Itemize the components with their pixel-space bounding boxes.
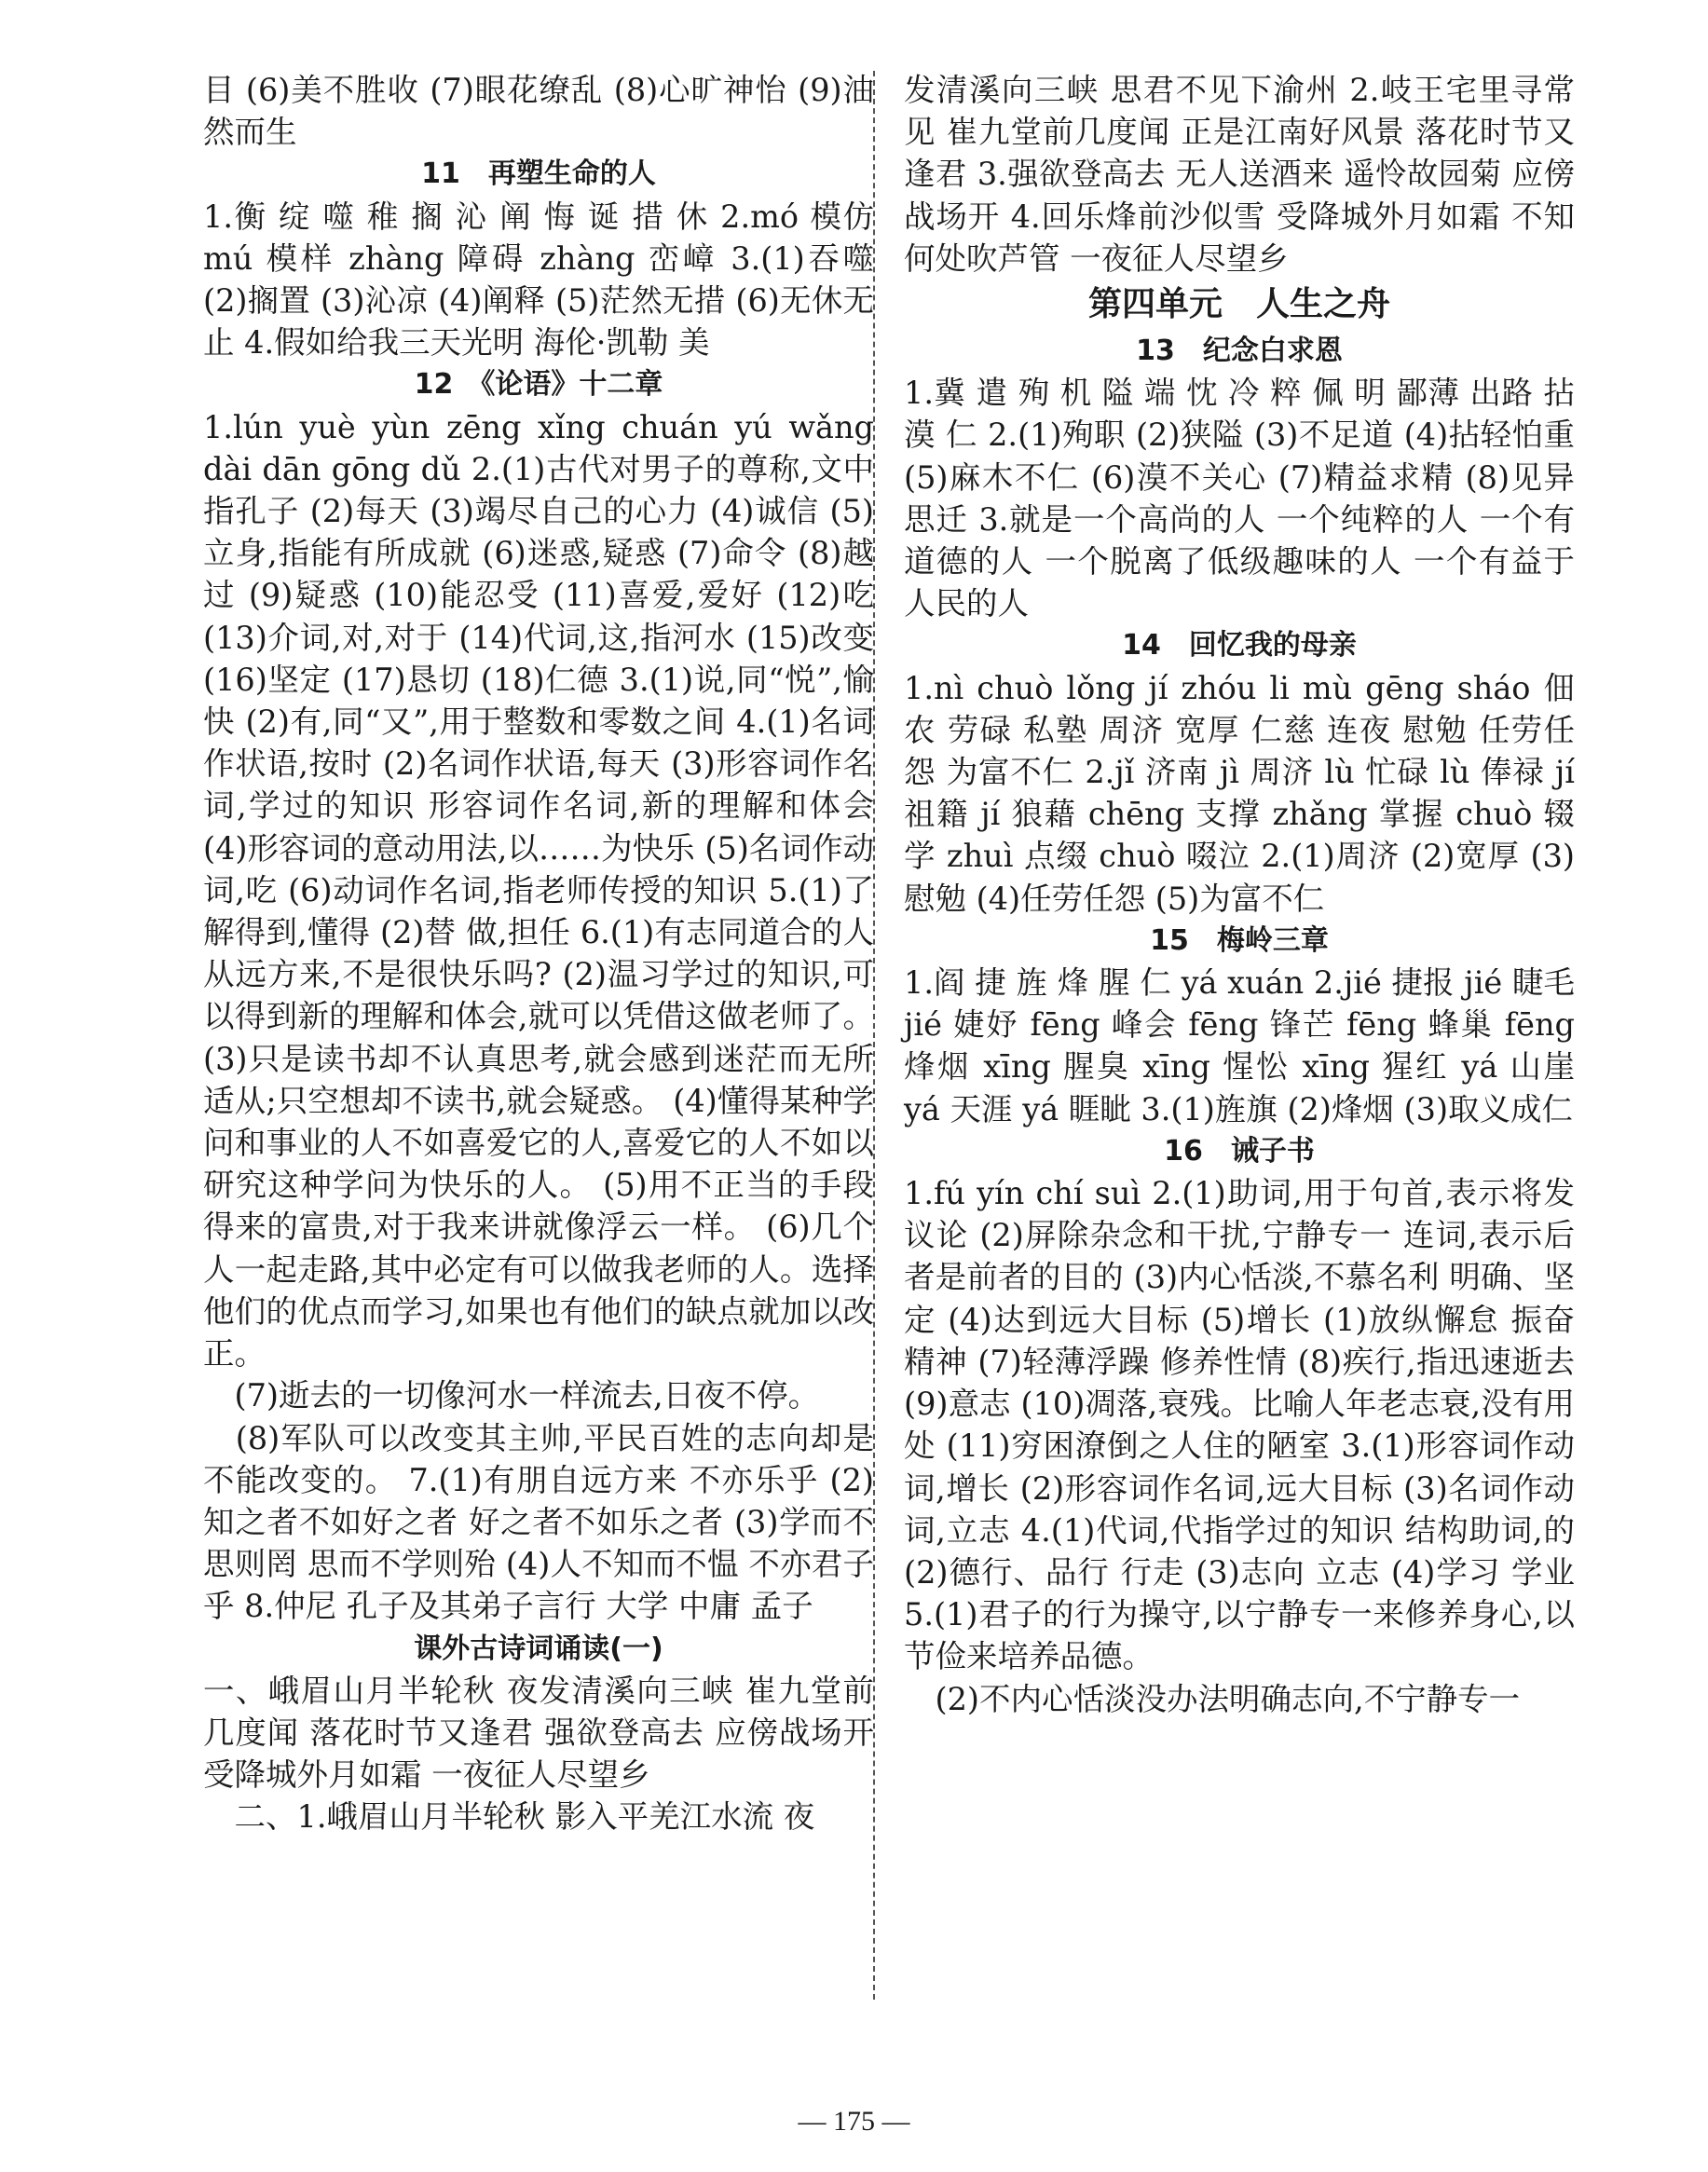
- right-column: [904, 69, 1575, 1720]
- left-column: [203, 69, 874, 1838]
- lesson-heading: 11 再塑生命的人: [421, 157, 656, 191]
- lesson-heading: 课外古诗词诵读(一): [414, 1632, 663, 1665]
- answer-paragraph: (7)逝去的一切像河水一样流去,日夜不停。: [203, 1377, 820, 1414]
- answer-paragraph: 1.阎 捷 旌 烽 腥 仁 yá xuán 2.jié 捷报 jié 睫毛 jié 婕妤 fēng 峰会 fēng 锋芒 fēng 蜂巢 fēng 烽烟 xīng 腥臭 xīng 惺忪 xīng 猩红 yá 山崖 yá 天涯 yá 睚眦 3.(1)旌旗 (2)烽烟 (3)取义成仁: [904, 964, 1575, 1127]
- lesson-heading: 15 梅岭三章: [1150, 923, 1329, 957]
- answer-paragraph: (8)军队可以改变其主帅,平民百姓的志向却是不能改变的。 7.(1)有朋自远方来 不亦乐乎 (2)知之者不如好之者 好之者不如乐之者 (3)学而不思则罔 思而不学则殆 (4)人不知而不愠 不亦君子乎 8.仲尼 孔子及其弟子言行 大学 中庸 孟子: [203, 1419, 874, 1625]
- answer-paragraph: (2)不内心恬淡没办法明确志向,不宁静专一: [904, 1680, 1521, 1717]
- lesson-heading: 13 纪念白求恩: [1136, 335, 1343, 368]
- column-divider: [873, 71, 875, 2000]
- lesson-heading: 16 诫子书: [1164, 1134, 1315, 1168]
- answer-paragraph: 二、1.峨眉山月半轮秋 影入平羌江水流 夜: [203, 1798, 815, 1836]
- answer-paragraph: 1.fú yín chí suì 2.(1)助词,用于句首,表示将发议论 (2)屏除杂念和干扰,宁静专一 连词,表示后者是前者的目的 (3)内心恬淡,不慕名利 明确、坚定 (4)达到远大目标 (5)增长 (1)放纵懈怠 振奋精神 (7)轻薄浮躁 修养性情 (8)疾行,指迅速逝去 (9)意志 (10)凋落,衰残。比喻人年老志衰,没有用处 (11)穷困潦倒之人住的陋室 3.(1)形容词作动词,增长 (2)形容词作名词,远大目标 (3)名词作动词,立志 4.(1)代词,代指学过的知识 结构助词,的 (2)德行、品行 行走 (3)志向 立志 (4)学习 学业 5.(1)君子的行为操守,以宁静专一来修养身心,以节俭来培养品德。: [904, 1175, 1575, 1675]
- unit-heading: 第四单元 人生之舟: [1087, 285, 1390, 324]
- answer-paragraph: 目 (6)美不胜收 (7)眼花缭乱 (8)心旷神怡 (9)油然而生: [203, 72, 874, 151]
- lesson-heading: 14 回忆我的母亲: [1122, 629, 1357, 663]
- answer-paragraph: 一、峨眉山月半轮秋 夜发清溪向三峡 崔九堂前几度闻 落花时节又逢君 强欲登高去 应傍战场开 受降城外月如霜 一夜征人尽望乡: [203, 1672, 874, 1794]
- answer-paragraph: 1.nì chuò lǒng jí zhóu li mù gēng sháo 佃农 劳碌 私塾 周济 宽厚 仁慈 连夜 慰勉 任劳任怨 为富不仁 2.jǐ 济南 jì 周济 lù 忙碌 lù 俸禄 jí 祖籍 jí 狼藉 chēng 支撑 zhǎng 掌握 chuò 辍学 zhuì 点缀 chuò 啜泣 2.(1)周济 (2)宽厚 (3)慰勉 (4)任劳任怨 (5)为富不仁: [904, 669, 1575, 917]
- page-number: — 175 —: [798, 2106, 910, 2137]
- answer-paragraph: 发清溪向三峡 思君不见下渝州 2.岐王宅里寻常见 崔九堂前几度闻 正是江南好风景 落花时节又逢君 3.强欲登高去 无人送酒来 遥怜故园菊 应傍战场开 4.回乐烽前沙似雪 受降城外月如霜 不知何处吹芦管 一夜征人尽望乡: [904, 72, 1575, 277]
- lesson-heading: 12 《论语》十二章: [414, 368, 663, 402]
- answer-paragraph: 1.冀 遣 殉 机 隘 端 忱 冷 粹 佩 明 鄙薄 出路 拈 漠 仁 2.(1)殉职 (2)狭隘 (3)不足道 (4)拈轻怕重 (5)麻木不仁 (6)漠不关心 (7)精益求精 (8)见异思迁 3.就是一个高尚的人 一个纯粹的人 一个有道德的人 一个脱离了低级趣味的人 一个有益于人民的人: [904, 375, 1575, 622]
- answer-paragraph: 1.lún yuè yùn zēng xǐng chuán yú wǎng dài dān gōng dǔ 2.(1)古代对男子的尊称,文中指孔子 (2)每天 (3)竭尽自己的心力 (4)诚信 (5)立身,指能有所成就 (6)迷惑,疑惑 (7)命令 (8)越过 (9)疑惑 (10)能忍受 (11)喜爱,爱好 (12)吃 (13)介词,对,对于 (14)代词,这,指河水 (15)改变 (16)坚定 (17)恳切 (18)仁德 3.(1)说,同“悦”,愉快 (2)有,同“又”,用于整数和零数之间 4.(1)名词作状语,按时 (2)名词作状语,每天 (3)形容词作名词,学过的知识 形容词作名词,新的理解和体会 (4)形容词的意动用法,以……为快乐 (5)名词作动词,吃 (6)动词作名词,指老师传授的知识 5.(1)了解得到,懂得 (2)替 做,担任 6.(1)有志同道合的人从远方来,不是很快乐吗? (2)温习学过的知识,可以得到新的理解和体会,就可以凭借这做老师了。 (3)只是读书却不认真思考,就会感到迷茫而无所适从;只空想却不读书,就会疑惑。 (4)懂得某种学问和事业的人不如喜爱它的人,喜爱它的人不如以研究这种学问为快乐的人。 (5)用不正当的手段得来的富贵,对于我来讲就像浮云一样。 (6)几个人一起走路,其中必定有可以做我老师的人。选择他们的优点而学习,如果也有他们的缺点就加以改正。: [203, 408, 874, 1373]
- answer-paragraph: 1.衡 绽 噬 稚 搁 沁 阐 悔 诞 措 休 2.mó 模仿 mú 模样 zhàng 障碍 zhàng 峦嶂 3.(1)吞噬 (2)搁置 (3)沁凉 (4)阐释 (5)茫然无措 (6)无休无止 4.假如给我三天光明 海伦·凯勒 美: [203, 198, 874, 362]
